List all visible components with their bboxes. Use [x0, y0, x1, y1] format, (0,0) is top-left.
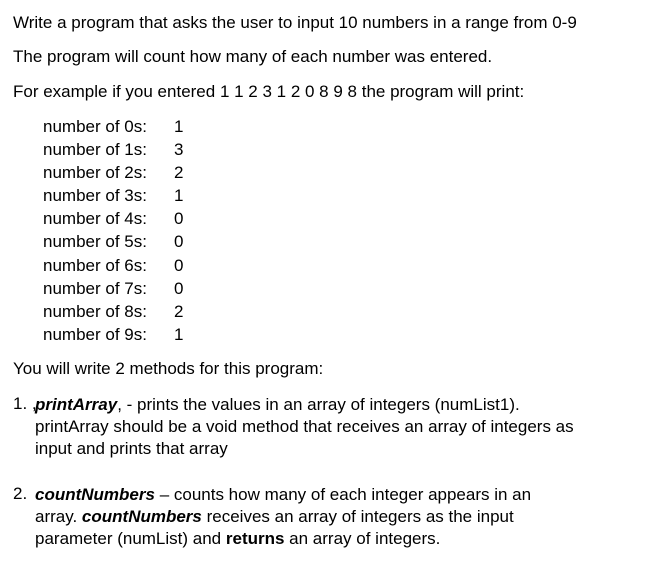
method-name: printArray	[35, 395, 118, 414]
item-desc-2: printArray should be a void method that receives an array of integers as	[35, 417, 574, 436]
count-value: 0	[174, 279, 184, 298]
count-label: number of 6s:	[43, 256, 147, 275]
item-desc-1: , - prints the values in an array of integers (numList1).	[117, 395, 520, 414]
count-label: number of 4s:	[43, 209, 147, 228]
item-number: 1. ,	[13, 394, 37, 413]
item-desc-2a: array.	[35, 507, 82, 526]
item-desc-3: input and prints that array	[35, 439, 228, 458]
count-label: number of 5s:	[43, 232, 147, 251]
count-label: number of 2s:	[43, 163, 147, 182]
count-label: number of 3s:	[43, 186, 147, 205]
count-value: 0	[174, 232, 184, 251]
count-label: number of 1s:	[43, 140, 147, 159]
count-value: 2	[174, 302, 184, 321]
count-value: 2	[174, 163, 184, 182]
count-value: 1	[174, 186, 184, 205]
method-item-1	[13, 394, 653, 460]
count-value: 0	[174, 209, 184, 228]
method-item-2	[13, 484, 653, 550]
count-row-6	[43, 256, 183, 276]
count-row-0	[43, 117, 183, 137]
count-row-2	[43, 163, 183, 183]
method-name: countNumbers	[35, 485, 155, 504]
count-value: 1	[174, 325, 184, 344]
count-label: number of 0s:	[43, 117, 147, 136]
item-desc-2b: receives an array of integers as the input	[201, 507, 514, 526]
count-label: number of 9s:	[43, 325, 147, 344]
count-row-7	[43, 279, 183, 299]
count-label: number of 7s:	[43, 279, 147, 298]
count-row-5	[43, 232, 183, 252]
methods-intro: You will write 2 methods for this program:	[13, 359, 324, 378]
count-value: 3	[174, 140, 184, 159]
count-value: 0	[174, 256, 184, 275]
count-label: number of 8s:	[43, 302, 147, 321]
item-desc-1: – counts how many of each integer appears in an	[154, 485, 532, 504]
intro-line-1: Write a program that asks the user to input 10 numbers in a range from 0-9	[13, 13, 577, 32]
item-number: 2.	[13, 484, 28, 503]
count-row-8	[43, 302, 183, 322]
item-text	[35, 484, 653, 550]
count-row-3	[43, 186, 183, 206]
item-text	[35, 394, 653, 460]
method-name-repeat: countNumbers	[81, 507, 202, 526]
count-row-1	[43, 140, 183, 160]
item-desc-3b: an array of integers.	[284, 529, 441, 548]
count-value: 1	[174, 117, 184, 136]
intro-line-2: The program will count how many of each number was entered.	[13, 47, 493, 66]
intro-line-3: For example if you entered 1 1 2 3 1 2 0 8 9 8 the program will print:	[13, 82, 525, 101]
count-row-4	[43, 209, 183, 229]
count-row-9	[43, 325, 183, 345]
item-desc-3a: parameter (numList) and	[35, 529, 226, 548]
returns-keyword: returns	[225, 529, 285, 548]
